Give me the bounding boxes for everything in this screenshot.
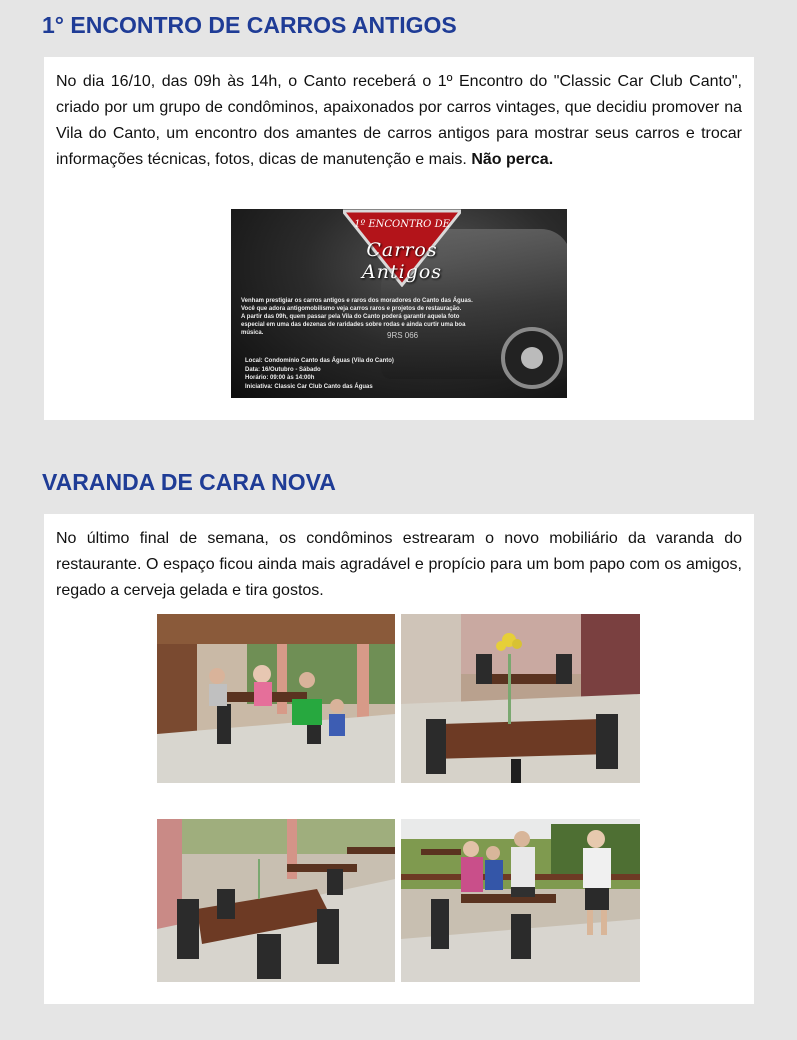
flyer-info-date: Data: 16/Outubro - Sábado — [245, 366, 321, 373]
veranda-photo-empty-tables — [157, 819, 395, 982]
section-title-car-meeting: 1° ENCONTRO DE CARROS ANTIGOS — [42, 12, 457, 38]
flyer-badge-main: Carros Antigos — [361, 239, 443, 283]
veranda-photo-people-standing — [401, 819, 640, 982]
car-meeting-emphasis: Não perca. — [471, 151, 554, 168]
section-title-veranda: VARANDA DE CARA NOVA — [42, 469, 336, 495]
veranda-photo-people-table — [157, 614, 395, 783]
car-meeting-text: No dia 16/10, das 09h às 14h, o Canto receberá o 1º Encontro do "Classic Car Club Canto", criado por um grupo de condôminos, apaixonados por carros vintages, que decidiu promover na Vila do Canto, um encontro dos amantes de carros antigos para mostrar seus carros e trocar informações técnicas, fotos, dicas de manutenção e mais. — [56, 73, 742, 168]
flyer-info-local: Local: Condomínio Canto das Águas (Vila do Canto) — [245, 358, 394, 364]
car-wheel-icon — [501, 327, 563, 389]
flyer-body-text — [241, 297, 501, 337]
flyer-body-line: música. — [241, 330, 264, 336]
flyer-body-line: Você que adora antigomobilismo veja carros raros e projetos de restauração. — [241, 306, 462, 312]
car-meeting-flyer — [231, 209, 567, 398]
flyer-plate: 9RS 066 — [387, 331, 419, 340]
flyer-body-line: A partir das 09h, quem passar pela Vila do Canto poderá garantir aquela foto — [241, 314, 460, 320]
veranda-paragraph: No último final de semana, os condôminos estrearam o novo mobiliário da varanda do restaurante. O espaço ficou ainda mais agradável e propício para um bom papo com os amigos, regado a cerveja gelada e tira gostos. — [56, 530, 742, 599]
car-meeting-paragraph — [56, 69, 742, 173]
flyer-info — [245, 357, 445, 391]
flyer-badge-top: 1º ENCONTRO DE — [354, 219, 450, 230]
flyer-body-line: especial em uma das dezenas de raridades sobre rodas e ainda curtir uma boa — [241, 322, 466, 328]
card-car-meeting — [44, 57, 754, 420]
card-veranda — [44, 514, 754, 1004]
flyer-info-time: Horário: 09:00 às 14:00h — [245, 375, 315, 381]
flyer-body-line: Venham prestigiar os carros antigos e raros dos moradores do Canto das Águas. — [241, 298, 473, 304]
flyer-info-initiative: Iniciativa: Classic Car Club Canto das Águas — [245, 383, 373, 390]
veranda-photo-table-flowers — [401, 614, 640, 783]
